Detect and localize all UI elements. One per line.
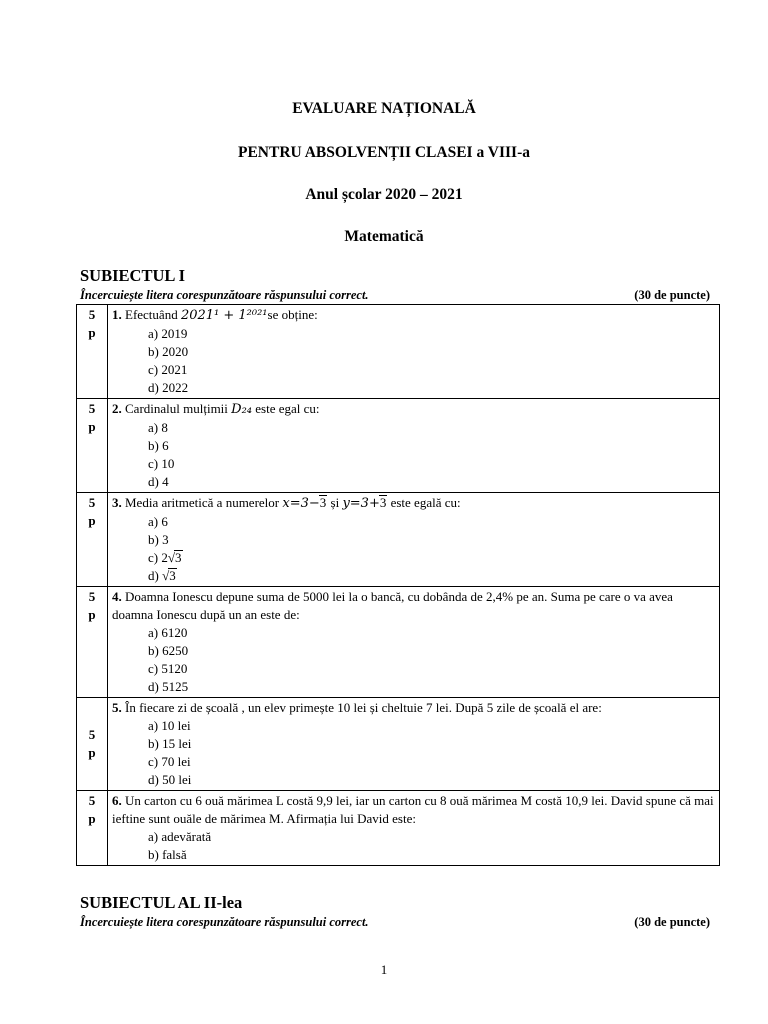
question-row — [77, 698, 720, 791]
sqrt-symbol: 3 — [379, 495, 387, 510]
points-cell: 5 p — [77, 791, 108, 866]
option-c[interactable]: c) 2√3 — [148, 550, 182, 565]
question-stem: 2. Cardinalul mulțimii D₂₄ este egal cu: — [112, 401, 320, 417]
question-cell — [108, 698, 720, 791]
section-1-title: SUBIECTUL I — [80, 266, 186, 285]
section-2-points: (30 de puncte) — [634, 915, 710, 929]
question-row — [77, 305, 720, 399]
school-year: Anul școlar 2020 – 2021 — [305, 186, 463, 203]
option-b[interactable]: b) 6 — [148, 438, 169, 453]
question-stem: 1. Efectuând 2021¹ + 1²⁰²¹se obține: — [112, 307, 318, 323]
points-cell: 5 p — [77, 698, 108, 791]
option-b[interactable]: b) falsă — [148, 847, 187, 862]
option-d[interactable]: d) √3 — [148, 568, 176, 583]
subject-name: Matematică — [344, 228, 424, 245]
question-cell — [108, 305, 720, 399]
points-cell: 5 p — [77, 399, 108, 493]
option-c[interactable]: c) 70 lei — [148, 754, 191, 769]
question-row — [77, 399, 720, 493]
option-b[interactable]: b) 6250 — [148, 643, 189, 658]
option-a[interactable]: a) 10 lei — [148, 718, 191, 733]
option-c[interactable]: c) 5120 — [148, 661, 188, 676]
exam-subtitle: PENTRU ABSOLVENȚII CLASEI a VIII-a — [237, 144, 530, 161]
option-a[interactable]: a) 6 — [148, 514, 168, 529]
exam-title: EVALUARE NAȚIONALĂ — [292, 100, 476, 117]
section-2-title: SUBIECTUL AL II-lea — [80, 893, 243, 912]
option-a[interactable]: a) 8 — [148, 420, 168, 435]
option-b[interactable]: b) 15 lei — [148, 736, 192, 751]
option-c[interactable]: c) 10 — [148, 456, 175, 471]
question-cell — [108, 399, 720, 493]
points-cell: 5 p — [77, 587, 108, 698]
section-1-instruction: Încercuiește litera corespunzătoare răspunsului correct. — [80, 288, 369, 302]
option-a[interactable]: a) 2019 — [148, 326, 188, 341]
option-a[interactable]: a) adevărată — [148, 829, 212, 844]
question-row — [77, 493, 720, 587]
sqrt-symbol: 3 — [319, 495, 327, 510]
option-d[interactable]: d) 4 — [148, 474, 169, 489]
question-stem: 3. Media aritmetică a numerelor x=3−3 și y=3+3 este egală cu: — [112, 495, 461, 511]
section-2-instruction: Încercuiește litera corespunzătoare răspunsului correct. — [80, 915, 369, 929]
option-d[interactable]: d) 5125 — [148, 679, 189, 694]
option-a[interactable]: a) 6120 — [148, 625, 188, 640]
question-stem: 5. În fiecare zi de școală , un elev primește 10 lei și cheltuie 7 lei. După 5 zile de școală el are: — [112, 700, 602, 715]
question-row — [77, 791, 720, 866]
question-cell — [108, 791, 720, 866]
option-d[interactable]: d) 50 lei — [148, 772, 192, 787]
questions-table — [76, 304, 720, 866]
question-stem: 6. Un carton cu 6 ouă mărimea L costă 9,9 lei, iar un carton cu 8 ouă mărimea M costă 10,9 lei. David spune că mai ieftine sunt ouăle de mărimea M. Afirmația lui David este: — [112, 793, 714, 826]
option-b[interactable]: b) 3 — [148, 532, 169, 547]
page-number: 1 — [380, 962, 388, 977]
question-stem: 4. Doamna Ionescu depune suma de 5000 lei la o bancă, cu dobânda de 2,4% pe an. Suma pe care o va avea doamna Ionescu după un an este de: — [112, 589, 673, 622]
option-b[interactable]: b) 2020 — [148, 344, 189, 359]
section-1-points: (30 de puncte) — [634, 288, 710, 302]
points-cell: 5 p — [77, 305, 108, 399]
question-cell — [108, 587, 720, 698]
question-row — [77, 587, 720, 698]
option-c[interactable]: c) 2021 — [148, 362, 188, 377]
points-cell: 5 p — [77, 493, 108, 587]
question-cell — [108, 493, 720, 587]
option-d[interactable]: d) 2022 — [148, 380, 189, 395]
